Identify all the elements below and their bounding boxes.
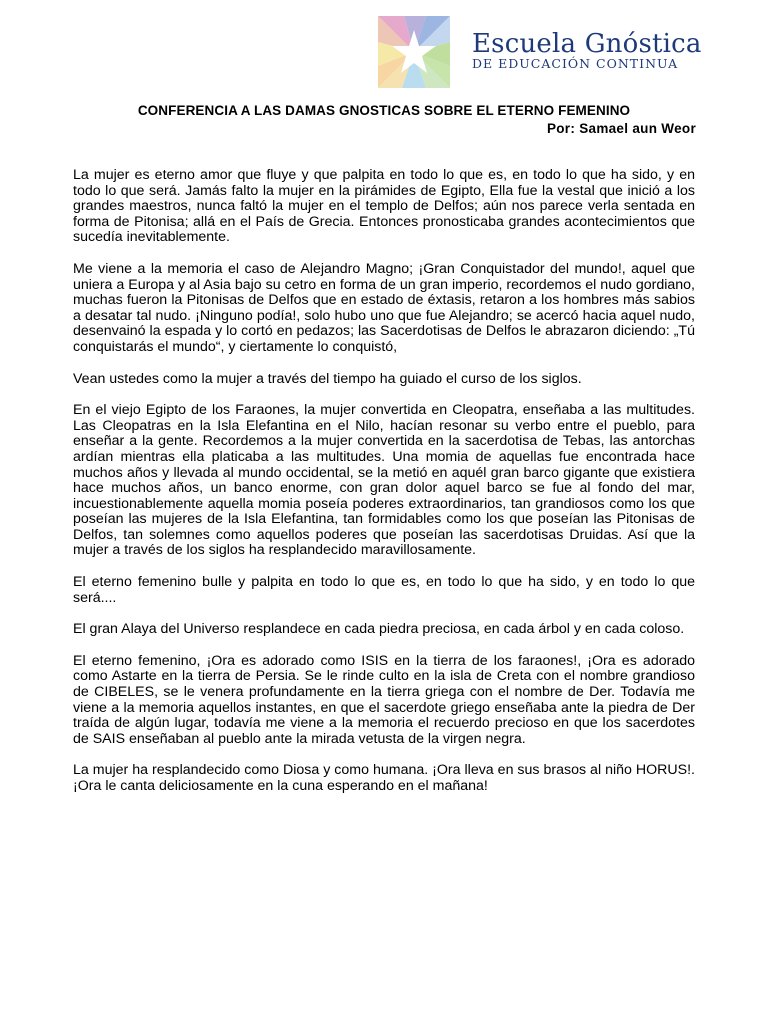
school-logo-icon	[378, 16, 450, 88]
brand-name: Escuela Gnóstica	[472, 29, 702, 59]
body-paragraph: Vean ustedes como la mujer a través del tiempo ha guiado el curso de los siglos.	[73, 370, 582, 387]
body-paragraph: Me viene a la memoria el caso de Alejandro Magno; ¡Gran Conquistador del mundo!, aquel que uniera a Europa y al Asia bajo su cetro en forma de un gran imperio, recordemos el nudo gordiano, muchas fueron la Pitonisas de Delfos que en estado de éxtasis, retaron a los hombres más sabios a desatar tal nudo. ¡Ninguno podía!, solo hubo uno que fue Alejandro; se acercó hacia aquel nudo, desenvainó la espada y lo cortó en pedazos; las Sacerdotisas de Delfos le abrazaron diciendo: „Tú conquistarás el mundo“, y ciertamente lo conquistó,	[73, 260, 695, 355]
document-title: CONFERENCIA A LAS DAMAS GNOSTICAS SOBRE EL ETERNO FEMENINO	[137, 103, 631, 118]
body-paragraph: El eterno femenino bulle y palpita en todo lo que es, en todo lo que ha sido, y en todo lo que será....	[73, 574, 695, 606]
body-paragraph: La mujer es eterno amor que fluye y que palpita en todo lo que es, en todo lo que ha sido, y en todo lo que será. Jamás falto la mujer en la pirámides de Egipto, Ella fue la vestal que inició a los grandes maestros, nunca faltó la mujer en el templo de Delfos; aún nos parece verla sentada en forma de Pitonisa; allá en el País de Grecia. Entonces pronosticaba grandes acontecimientos que sucedía inevitablemente.	[73, 167, 695, 246]
body-paragraph: La mujer ha resplandecido como Diosa y como humana. ¡Ora lleva en sus brasos al niño HORUS!. ¡Ora le canta deliciosamente en la cuna esperando en el mañana!	[73, 762, 695, 794]
body-paragraph: El gran Alaya del Universo resplandece en cada piedra preciosa, en cada árbol y en cada coloso.	[73, 621, 685, 638]
body-paragraph: El eterno femenino, ¡Ora es adorado como ISIS en la tierra de los faraones!, ¡Ora es adorado como Astarte en la tierra de Persia. Se le rinde culto en la isla de Creta con el nombre grandioso de CIBELES, se le venera profundamente en la tierra griega con el nombre de Der. Todavía me viene a la memoria aquellos instantes, en que el sacerdote griego enseñaba ante la piedra de Der traída de algún lugar, todavía me viene a la memoria el recuerdo precioso en que los sacerdotes de SAIS enseñaban al pueblo ante la mirada vetusta de la virgen negra.	[73, 652, 695, 747]
brand-subtitle: DE EDUCACIÓN CONTINUA	[472, 56, 679, 71]
document-author: Por: Samael aun Weor	[546, 121, 696, 136]
document-body	[73, 168, 695, 811]
body-paragraph: En el viejo Egipto de los Faraones, la mujer convertida en Cleopatra, enseñaba a las multitudes. Las Cleopatras en la Isla Elefantina en el Nilo, hacían resonar su verbo entre el pueblo, para enseñar a la gente. Recordemos a la mujer convertida en la sacerdotisa de Tebas, las antorchas ardían mientras ella platicaba a las multitudes. Una momia de aquellas fue encontrada hace muchos años y llevada al mundo occidental, se la metió en aquél gran barco gigante que existiera hace muchos años, un banco enorme, con gran dolor aquel barco se fue al fondo del mar, incuestionablemente aquella momia poseía poderes extraordinarios, tan grandiosos como los que poseían las mujeres de la Isla Elefantina, tan formidables como los que poseían las Pitonisas de Delfos, tan solemnes como aquellos poderes que poseían las sacerdotisas Druidas. Así que la mujer a través de los siglos ha resplandecido maravillosamente.	[73, 402, 695, 559]
